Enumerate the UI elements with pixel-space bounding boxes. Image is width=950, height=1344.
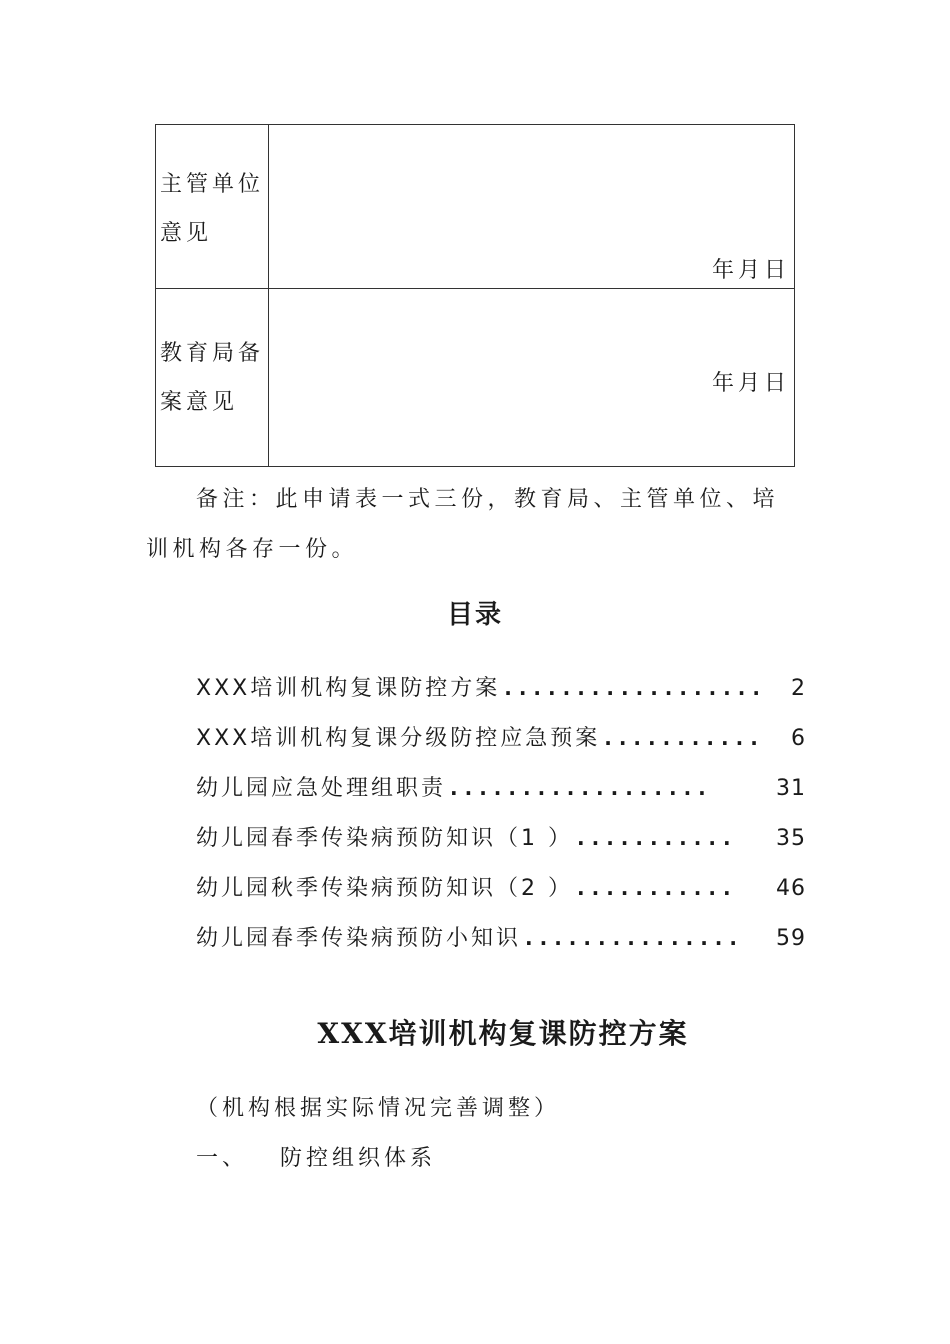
toc-item[interactable] (196, 868, 806, 918)
toc-title: 目录 (446, 600, 503, 630)
toc-leader-dots: ........... (577, 876, 738, 900)
toc-page-number: 6 (791, 726, 806, 751)
section-heading (196, 1141, 436, 1172)
toc-item[interactable] (196, 818, 806, 868)
table-note: 备注：此申请表一式三份，教育局、主管单位、培训机构各存一份。 (146, 487, 780, 562)
row-label-line: 意见 (160, 221, 213, 246)
row-label-line: 案意见 (160, 390, 239, 415)
row-label (160, 160, 264, 258)
toc-item-text: XXX培训机构复课防控方案 (196, 676, 501, 701)
toc-leader-dots: ........... (604, 726, 765, 750)
label-cell (156, 289, 269, 467)
toc-item-text: 幼儿园秋季传染病预防知识（2 ） (196, 876, 573, 901)
toc-item-text: 幼儿园春季传染病预防小知识 (196, 926, 522, 951)
toc-item-text: 幼儿园应急处理组职责 (196, 776, 447, 801)
toc-page-number: 31 (776, 776, 806, 801)
toc-page-number: 46 (776, 876, 806, 901)
toc-item-text: 幼儿园春季传染病预防知识（1 ） (196, 826, 573, 851)
document-subnote: （机构根据实际情况完善调整） (196, 1096, 561, 1121)
date-label: 年月日 (711, 371, 790, 396)
section-title: 防控组织体系 (280, 1146, 437, 1171)
toc-page-number: 59 (776, 926, 806, 951)
toc-item-text: XXX培训机构复课分级防控应急预案 (196, 726, 601, 751)
table-row (156, 125, 795, 289)
toc-item[interactable] (196, 668, 806, 718)
section-number: 一、 (196, 1146, 249, 1171)
row-label-line: 教育局备 (160, 341, 265, 366)
toc-item[interactable] (196, 718, 806, 768)
date-label: 年月日 (711, 258, 790, 283)
table-row (156, 289, 795, 467)
row-label (160, 329, 264, 427)
toc-leader-dots: ............... (525, 926, 744, 950)
opinion-cell (269, 289, 795, 467)
toc-leader-dots: .................. (504, 676, 767, 700)
toc-leader-dots: ........... (577, 826, 738, 850)
opinion-cell (269, 125, 795, 289)
toc-page-number: 2 (791, 676, 806, 701)
document-title: XXX培训机构复课防控方案 (317, 1017, 689, 1050)
toc-list (196, 668, 806, 968)
label-cell (156, 125, 269, 289)
toc-page-number: 35 (776, 826, 806, 851)
approval-table (155, 124, 795, 467)
row-label-line: 主管单位 (160, 172, 265, 197)
toc-item[interactable] (196, 918, 806, 968)
toc-item[interactable] (196, 768, 806, 818)
toc-leader-dots: .................. (450, 776, 713, 800)
